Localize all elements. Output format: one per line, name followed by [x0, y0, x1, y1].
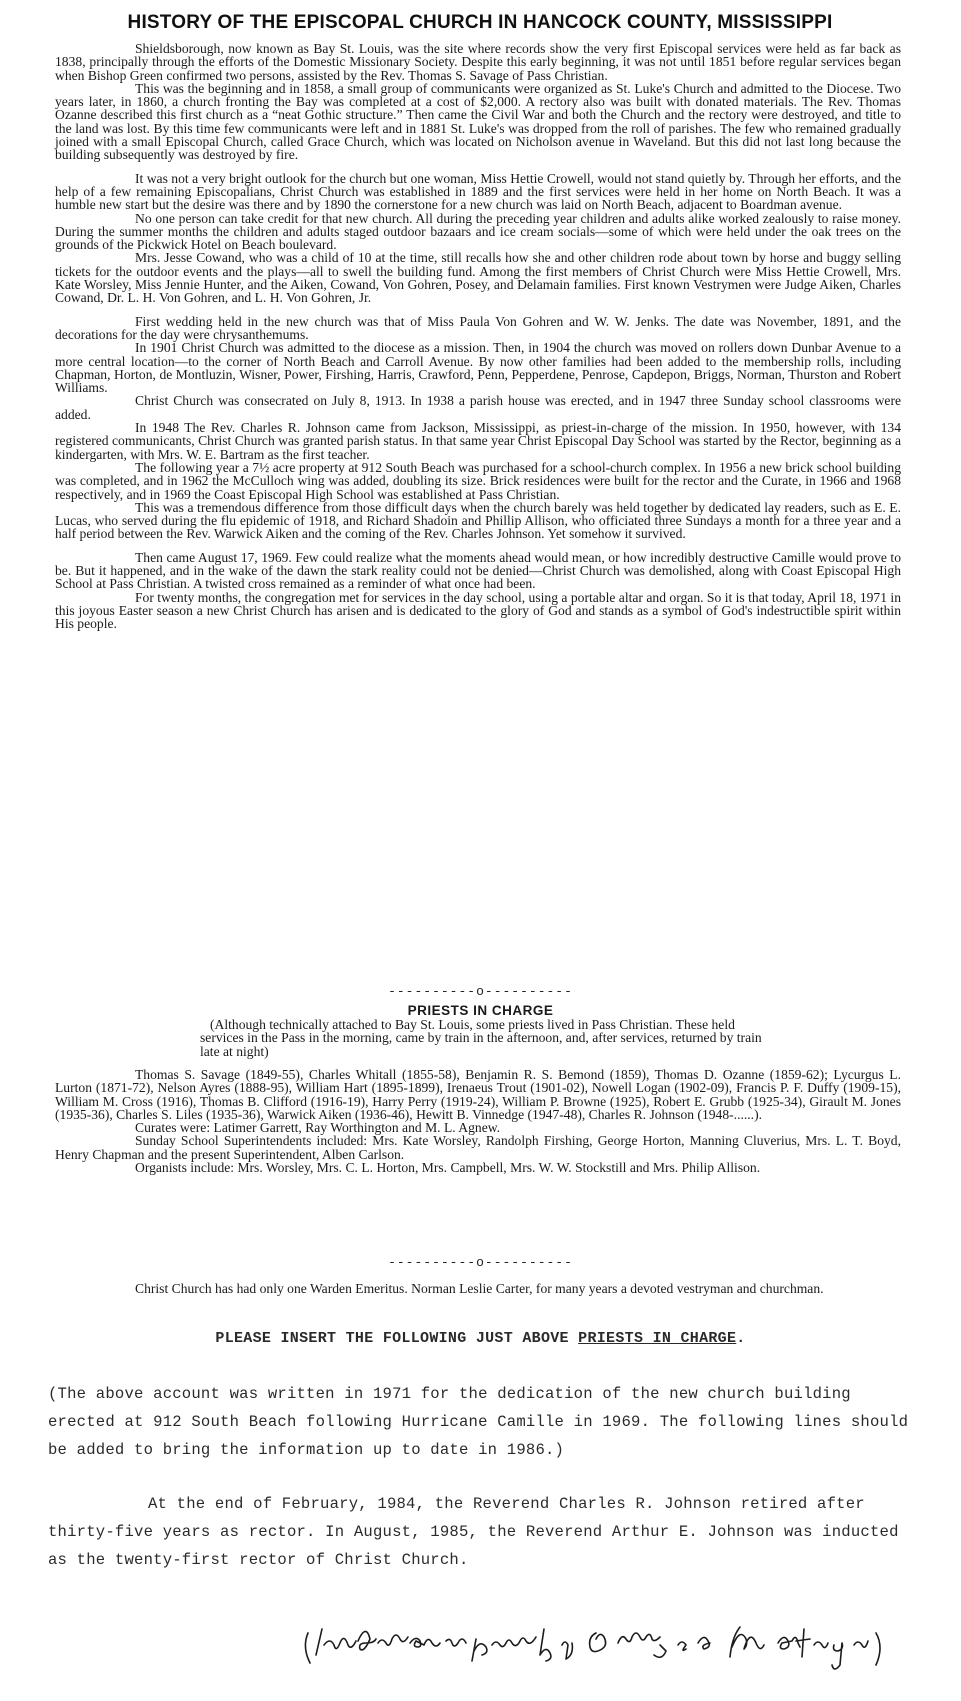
priests-heading: PRIESTS IN CHARGE	[407, 1003, 554, 1018]
document-title: HISTORY OF THE EPISCOPAL CHURCH IN HANCOCK COUNTY, MISSISSIPPI	[127, 12, 833, 33]
paragraph: Christ Church was consecrated on July 8, 1913. In 1938 a parish house was erected, and in 1947 three Sunday school classrooms were added.	[55, 393, 901, 422]
insert-suffix: .	[736, 1330, 746, 1347]
insert-target: PRIESTS IN CHARGE	[578, 1330, 737, 1347]
paragraph: Then came August 17, 1969. Few could realize what the moments ahead would mean, or how incredibly destructive Camille would prove to be. But it happened, and in the wake of the dawn the stark reality could not be denied—Christ Church was demolished, along with Coast Episcopal High School at Pass Christian. A twisted cross remained as a reminder of what once had been.	[55, 549, 901, 592]
section-separator: ----------o----------	[388, 1255, 573, 1270]
organists-paragraph: Organists include: Mrs. Worsley, Mrs. C. L. Horton, Mrs. Campbell, Mrs. W. W. Stockstill and Mrs. Philip Allison.	[135, 1160, 761, 1176]
paragraph: First wedding held in the new church was that of Miss Paula Von Gohren and W. W. Jenks. The date was November, 1891, and the decorations for the day were chrysanthemums.	[55, 313, 901, 342]
superintendents-paragraph: Sunday School Superintendents included: Mrs. Kate Worsley, Randolph Firshing, George Horton, Manning Cluverius, Mrs. L. T. Boyd, Henry Chapman and the present Superintendent, Alben Carlson.	[55, 1133, 901, 1162]
paragraph: The following year a 7½ acre property at 912 South Beach was purchased for a school-church complex. In 1956 a new brick school building was completed, and in 1962 the McCulloch wing was added, doubling its size. Brick residences were built for the rector and the Curate, in 1966 and 1968 respectively, and in 1969 the Coast Episcopal High School was established at Pass Christian.	[55, 459, 901, 502]
warden-paragraph: Christ Church has had only one Warden Emeritus. Norman Leslie Carter, for many years a devoted vestryman and churchman.	[135, 1281, 824, 1296]
signature-drawing	[300, 1615, 900, 1685]
paragraph: This was a tremendous difference from those difficult days when the church barely was held together by dedicated lay readers, such as E. E. Lucas, who served during the flu epidemic of 1918, and Richard Shadoin and Phillip Allison, who officiated three Sundays a month for a three year and a half period between the Rev. Warwick Aiken and the coming of the Rev. Charles Johnson. Yet somehow it survived.	[55, 499, 901, 542]
paragraph: Mrs. Jesse Cowand, who was a child of 10 at the time, still recalls how she and other children rode about town by horse and buggy selling tickets for the outdoor events and the plays—all to swell the building fund. Among the first members of Christ Church were Miss Hettie Crowell, Mrs. Kate Worsley, Miss Jennie Hunter, and the Aiken, Cowand, Von Gohren, Posey, and Delamain families. First known Vestrymen were Judge Aiken, Charles Cowand, Dr. L. H. Von Gohren, and L. H. Von Gohren, Jr.	[55, 250, 901, 306]
paragraph: It was not a very bright outlook for the church but one woman, Miss Hettie Crowell, would not stand quietly by. Through her efforts, and the help of a few remaining Episcopalians, Christ Church was established in 1889 and the first services were held in her home on North Beach. It was a humble new start but the desire was there and by 1890 the cornerstone for a new church was laid on North Beach, adjacent to Boardman avenue.	[55, 170, 901, 213]
handwritten-signature	[300, 1615, 900, 1685]
paragraph: This was the beginning and in 1858, a small group of communicants were organized as St. Luke's Church and admitted to the Diocese. Two years later, in 1860, a church fronting the Bay was completed at a cost of $2,000. A rectory also was built with donated materials. The Rev. Thomas Ozanne described this first church as a “neat Gothic structure.” Then came the Civil War and both the Church and the rectory were destroyed, and title to the land was lost. By this time few communicants were left and in 1881 St. Luke's was dropped from the roll of parishes. The few who remained gradually joined with a small Episcopal Church, called Grace Church, which was located on Nicholson avenue in Waveland. But this did not last long because the building subsequently was destroyed by fire.	[55, 80, 901, 163]
priests-note: (Although technically attached to Bay St. Louis, some priests lived in Pass Christian. These held services in the Pass in the morning, came by train in the afternoon, and, after services, returned by train late at night)	[200, 1017, 762, 1059]
paragraph: For twenty months, the congregation met for services in the day school, using a portable altar and organ. So it is that today, April 18, 1971 in this joyous Easter season a new Christ Church has arisen and is dedicated to the glory of God and stands as a symbol of God's indestructible spirit within His people.	[55, 589, 901, 632]
paragraph: In 1948 The Rev. Charles R. Johnson came from Jackson, Mississippi, as priest-in-charge of the mission. In 1950, however, with 134 registered communicants, Christ Church was granted parish status. In that same year Christ Episcopal Day School was started by the Rector, beginning as a kindergarten, with Mrs. W. E. Bartram as the first teacher.	[55, 420, 901, 462]
typed-addendum-note: (The above account was written in 1971 for the dedication of the new church building erected at 912 South Beach following Hurricane Camille in 1969. The following lines should be added to bring the information up to date in 1986.)	[48, 1385, 909, 1459]
insert-prefix: PLEASE INSERT THE FOLLOWING JUST ABOVE	[215, 1330, 579, 1347]
paragraph: Shieldsborough, now known as Bay St. Louis, was the site where records show the very first Episcopal services were held as far back as 1838, principally through the efforts of the Domestic Missionary Society. Despite this early beginning, it was not until 1851 before regular services began when Bishop Green confirmed two persons, assisted by the Rev. Thomas S. Savage of Pass Christian.	[55, 41, 901, 83]
paragraph: No one person can take credit for that new church. All during the preceding year children and adults alike worked zealously to raise money. During the summer months the children and adults staged outdoor bazaars and ice cream socials—some of which were held under the oak trees on the grounds of the Pickwick Hotel on Beach boulevard.	[55, 210, 901, 253]
paragraph: In 1901 Christ Church was admitted to the diocese as a mission. Then, in 1904 the church was moved on rollers down Dunbar Avenue to a more central location—to the corner of North Beach and Carroll Avenue. By now other families had been added to the membership rolls, including Chapman, Horton, de Montluzin, Wisner, Power, Firshing, Harris, Crawford, Penn, Pepperdene, Penrose, Capdepon, Briggs, Norman, Thurston and Robert Williams.	[55, 340, 901, 396]
priests-list	[55, 1068, 901, 1174]
history-body	[55, 42, 901, 630]
priests-paragraph: Thomas S. Savage (1849-55), Charles Whitall (1855-58), Benjamin R. S. Bemond (1859), Thomas D. Ozanne (1859-62); Lycurgus L. Lurton (1871-72), Nelson Ayres (1888-95), William Hart (1895-1899), Irenaeus Trout (1901-02), Nowell Logan (1902-09), Francis P. F. Duffy (1909-15), William M. Cross (1916), Thomas B. Clifford (1916-19), Harry Perry (1919-24), William P. Browne (1925), Robert E. Grubb (1925-34), Girault M. Jones (1935-36), Charles S. Liles (1935-36), Warwick Aiken (1936-46), Hewitt B. Vinnedge (1947-48), Charles R. Johnson (1948-......).	[55, 1067, 901, 1122]
section-separator: ----------o----------	[388, 984, 573, 999]
curates-paragraph: Curates were: Latimer Garrett, Ray Worthington and M. L. Agnew.	[135, 1120, 501, 1136]
insert-instruction	[0, 1330, 961, 1347]
typed-addendum-update: At the end of February, 1984, the Reverend Charles R. Johnson retired after thirty-five years as rector. In August, 1985, the Reverend Arthur E. Johnson was inducted as the twenty-first rector of Christ Church.	[48, 1495, 899, 1569]
